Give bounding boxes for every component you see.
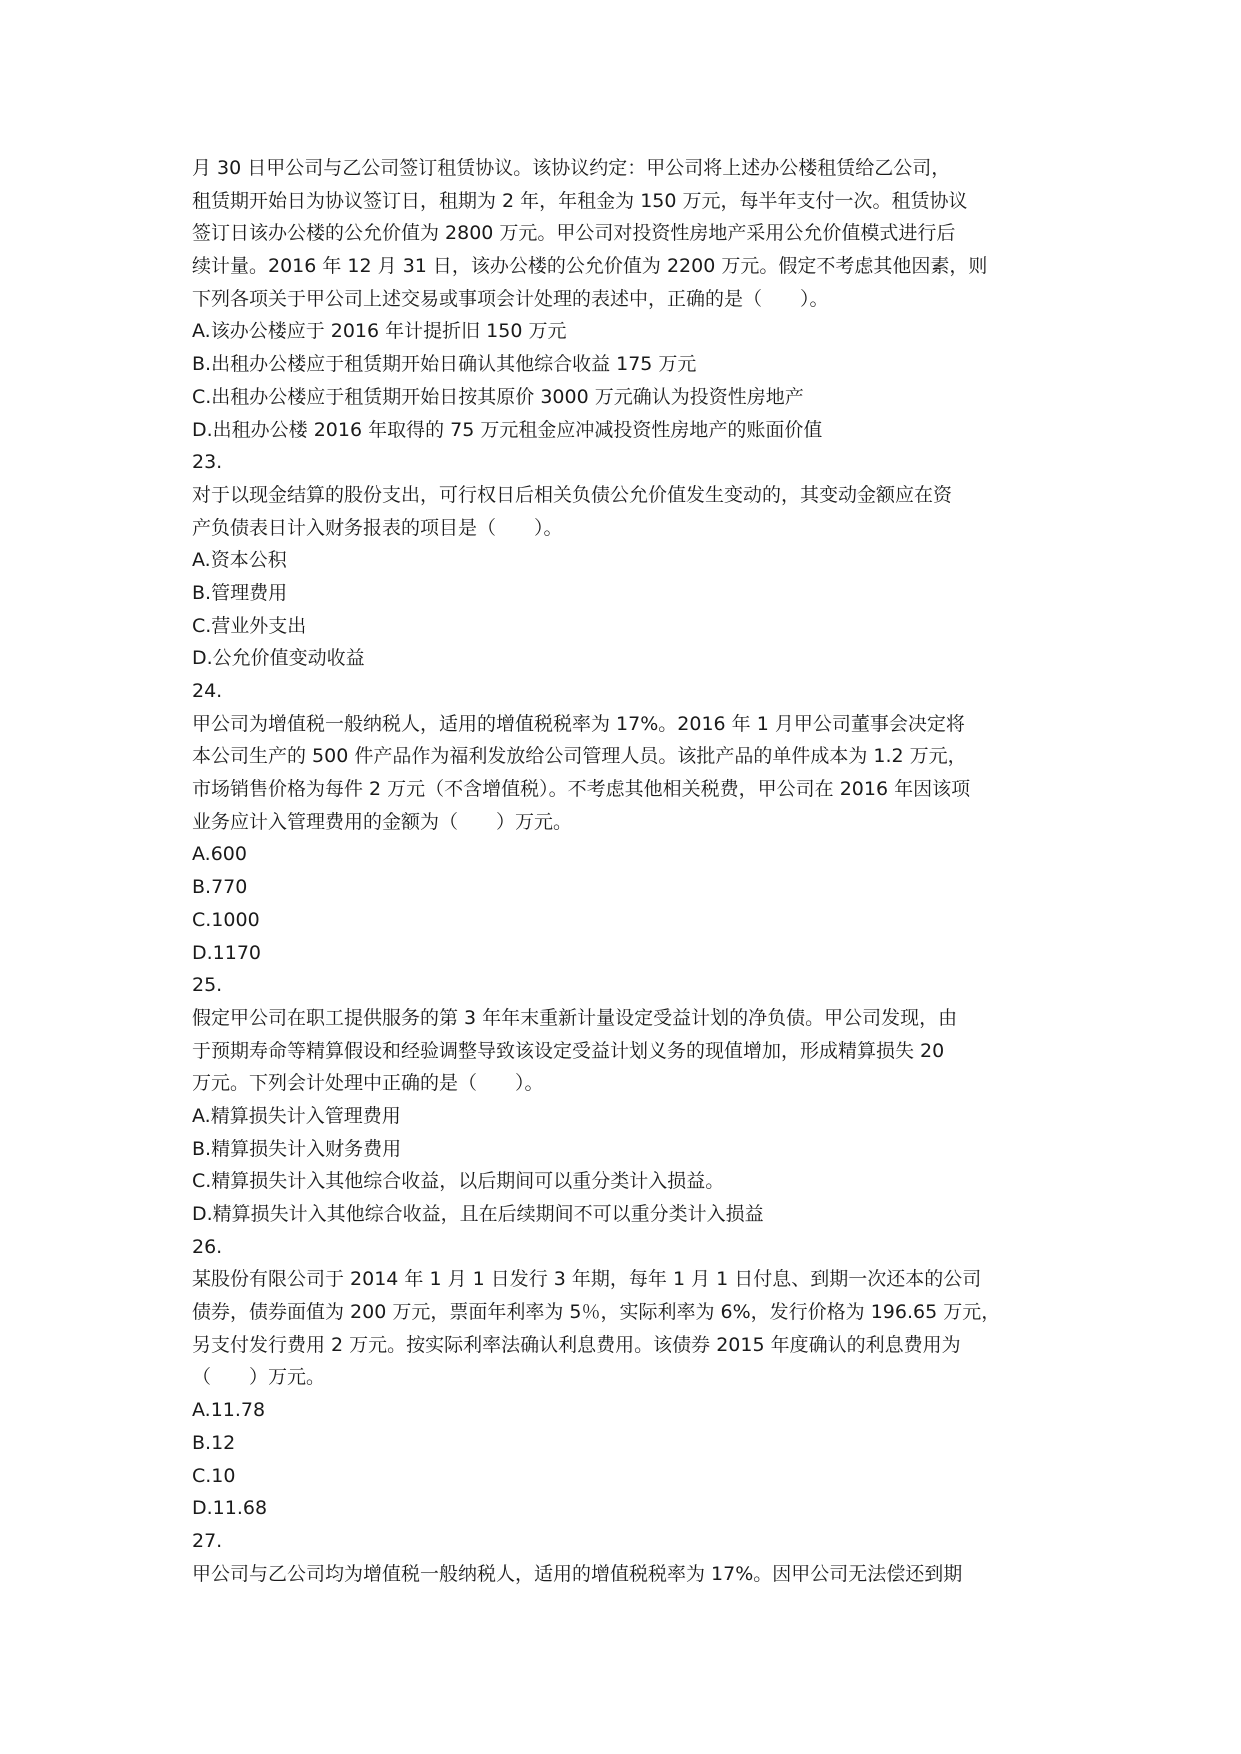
answer-option: C.精算损失计入其他综合收益，以后期间可以重分类计入损益。 bbox=[192, 1170, 725, 1193]
answer-option: B.精算损失计入财务费用 bbox=[192, 1137, 402, 1160]
question-number: 26. bbox=[192, 1235, 223, 1258]
question-text-line: 另支付发行费用 2 万元。按实际利率法确认利息费用。该债券 2015 年度确认的利息费用为 bbox=[192, 1333, 961, 1356]
question-text-line: 对于以现金结算的股份支出，可行权日后相关负债公允价值发生变动的，其变动金额应在资 bbox=[192, 483, 953, 506]
answer-option: C.1000 bbox=[192, 908, 260, 931]
question-text-line: 签订日该办公楼的公允价值为 2800 万元。甲公司对投资性房地产采用公允价值模式进行后 bbox=[192, 222, 956, 245]
question-text-line: 甲公司与乙公司均为增值税一般纳税人，适用的增值税税率为 17%。因甲公司无法偿还到期 bbox=[192, 1562, 963, 1585]
answer-option: A.600 bbox=[192, 843, 247, 866]
question-text-line: 债券，债券面值为 200 万元，票面年利率为 5％，实际利率为 6%，发行价格为 196.65 万元， bbox=[192, 1301, 1001, 1324]
answer-option: C.出租办公楼应于租赁期开始日按其原价 3000 万元确认为投资性房地产 bbox=[192, 385, 804, 408]
answer-option: D.11.68 bbox=[192, 1497, 268, 1520]
answer-option: A.该办公楼应于 2016 年计提折旧 150 万元 bbox=[192, 320, 567, 343]
question-text-line: 于预期寿命等精算假设和经验调整导致该设定受益计划义务的现值增加，形成精算损失 20 bbox=[192, 1039, 945, 1062]
question-text-line: 市场销售价格为每件 2 万元（不含增值税）。不考虑其他相关税费，甲公司在 2016 年因该项 bbox=[192, 778, 971, 801]
question-number: 27. bbox=[192, 1529, 223, 1552]
question-text-line: 月 30 日甲公司与乙公司签订租赁协议。该协议约定：甲公司将上述办公楼租赁给乙公司， bbox=[192, 157, 951, 179]
question-number: 23. bbox=[192, 451, 223, 474]
answer-option: B.12 bbox=[192, 1431, 236, 1454]
answer-option: A.精算损失计入管理费用 bbox=[192, 1104, 401, 1127]
question-number: 25. bbox=[192, 974, 223, 997]
answer-option: B.管理费用 bbox=[192, 581, 288, 604]
answer-option: B.出租办公楼应于租赁期开始日确认其他综合收益 175 万元 bbox=[192, 353, 697, 376]
question-text-line: （ ）万元。 bbox=[192, 1366, 326, 1389]
answer-option: B.770 bbox=[192, 876, 248, 899]
answer-option: C.10 bbox=[192, 1464, 236, 1487]
answer-option: D.出租办公楼 2016 年取得的 75 万元租金应冲减投资性房地产的账面价值 bbox=[192, 418, 823, 441]
question-text-line: 业务应计入管理费用的金额为（ ）万元。 bbox=[192, 810, 573, 833]
question-text-line: 万元。下列会计处理中正确的是（ ）。 bbox=[192, 1072, 544, 1095]
question-text-line: 续计量。2016 年 12 月 31 日，该办公楼的公允价值为 2200 万元。假定不考虑其他因素，则 bbox=[192, 255, 988, 278]
question-text-line: 甲公司为增值税一般纳税人，适用的增值税税率为 17%。2016 年 1 月甲公司董事会决定将 bbox=[192, 712, 965, 735]
question-text-line: 假定甲公司在职工提供服务的第 3 年年末重新计量设定受益计划的净负债。甲公司发现，由 bbox=[192, 1006, 958, 1029]
question-text-line: 租赁期开始日为协议签订日，租期为 2 年，年租金为 150 万元，每半年支付一次。租赁协议 bbox=[192, 189, 968, 212]
question-text-line: 某股份有限公司于 2014 年 1 月 1 日发行 3 年期，每年 1 月 1 日付息、到期一次还本的公司 bbox=[192, 1268, 982, 1291]
answer-option: D.1170 bbox=[192, 941, 262, 964]
answer-option: A.资本公积 bbox=[192, 549, 287, 572]
question-text-line: 下列各项关于甲公司上述交易或事项会计处理的表述中，正确的是（ ）。 bbox=[192, 287, 829, 310]
answer-option: D.精算损失计入其他综合收益，且在后续期间不可以重分类计入损益 bbox=[192, 1203, 764, 1225]
question-number: 24. bbox=[192, 680, 223, 702]
answer-option: D.公允价值变动收益 bbox=[192, 647, 365, 670]
answer-option: C.营业外支出 bbox=[192, 614, 307, 637]
document-body bbox=[192, 152, 1072, 1590]
question-text-line: 本公司生产的 500 件产品作为福利发放给公司管理人员。该批产品的单件成本为 1.2 万元， bbox=[192, 745, 967, 768]
answer-option: A.11.78 bbox=[192, 1399, 266, 1422]
question-text-line: 产负债表日计入财务报表的项目是（ ）。 bbox=[192, 516, 563, 539]
